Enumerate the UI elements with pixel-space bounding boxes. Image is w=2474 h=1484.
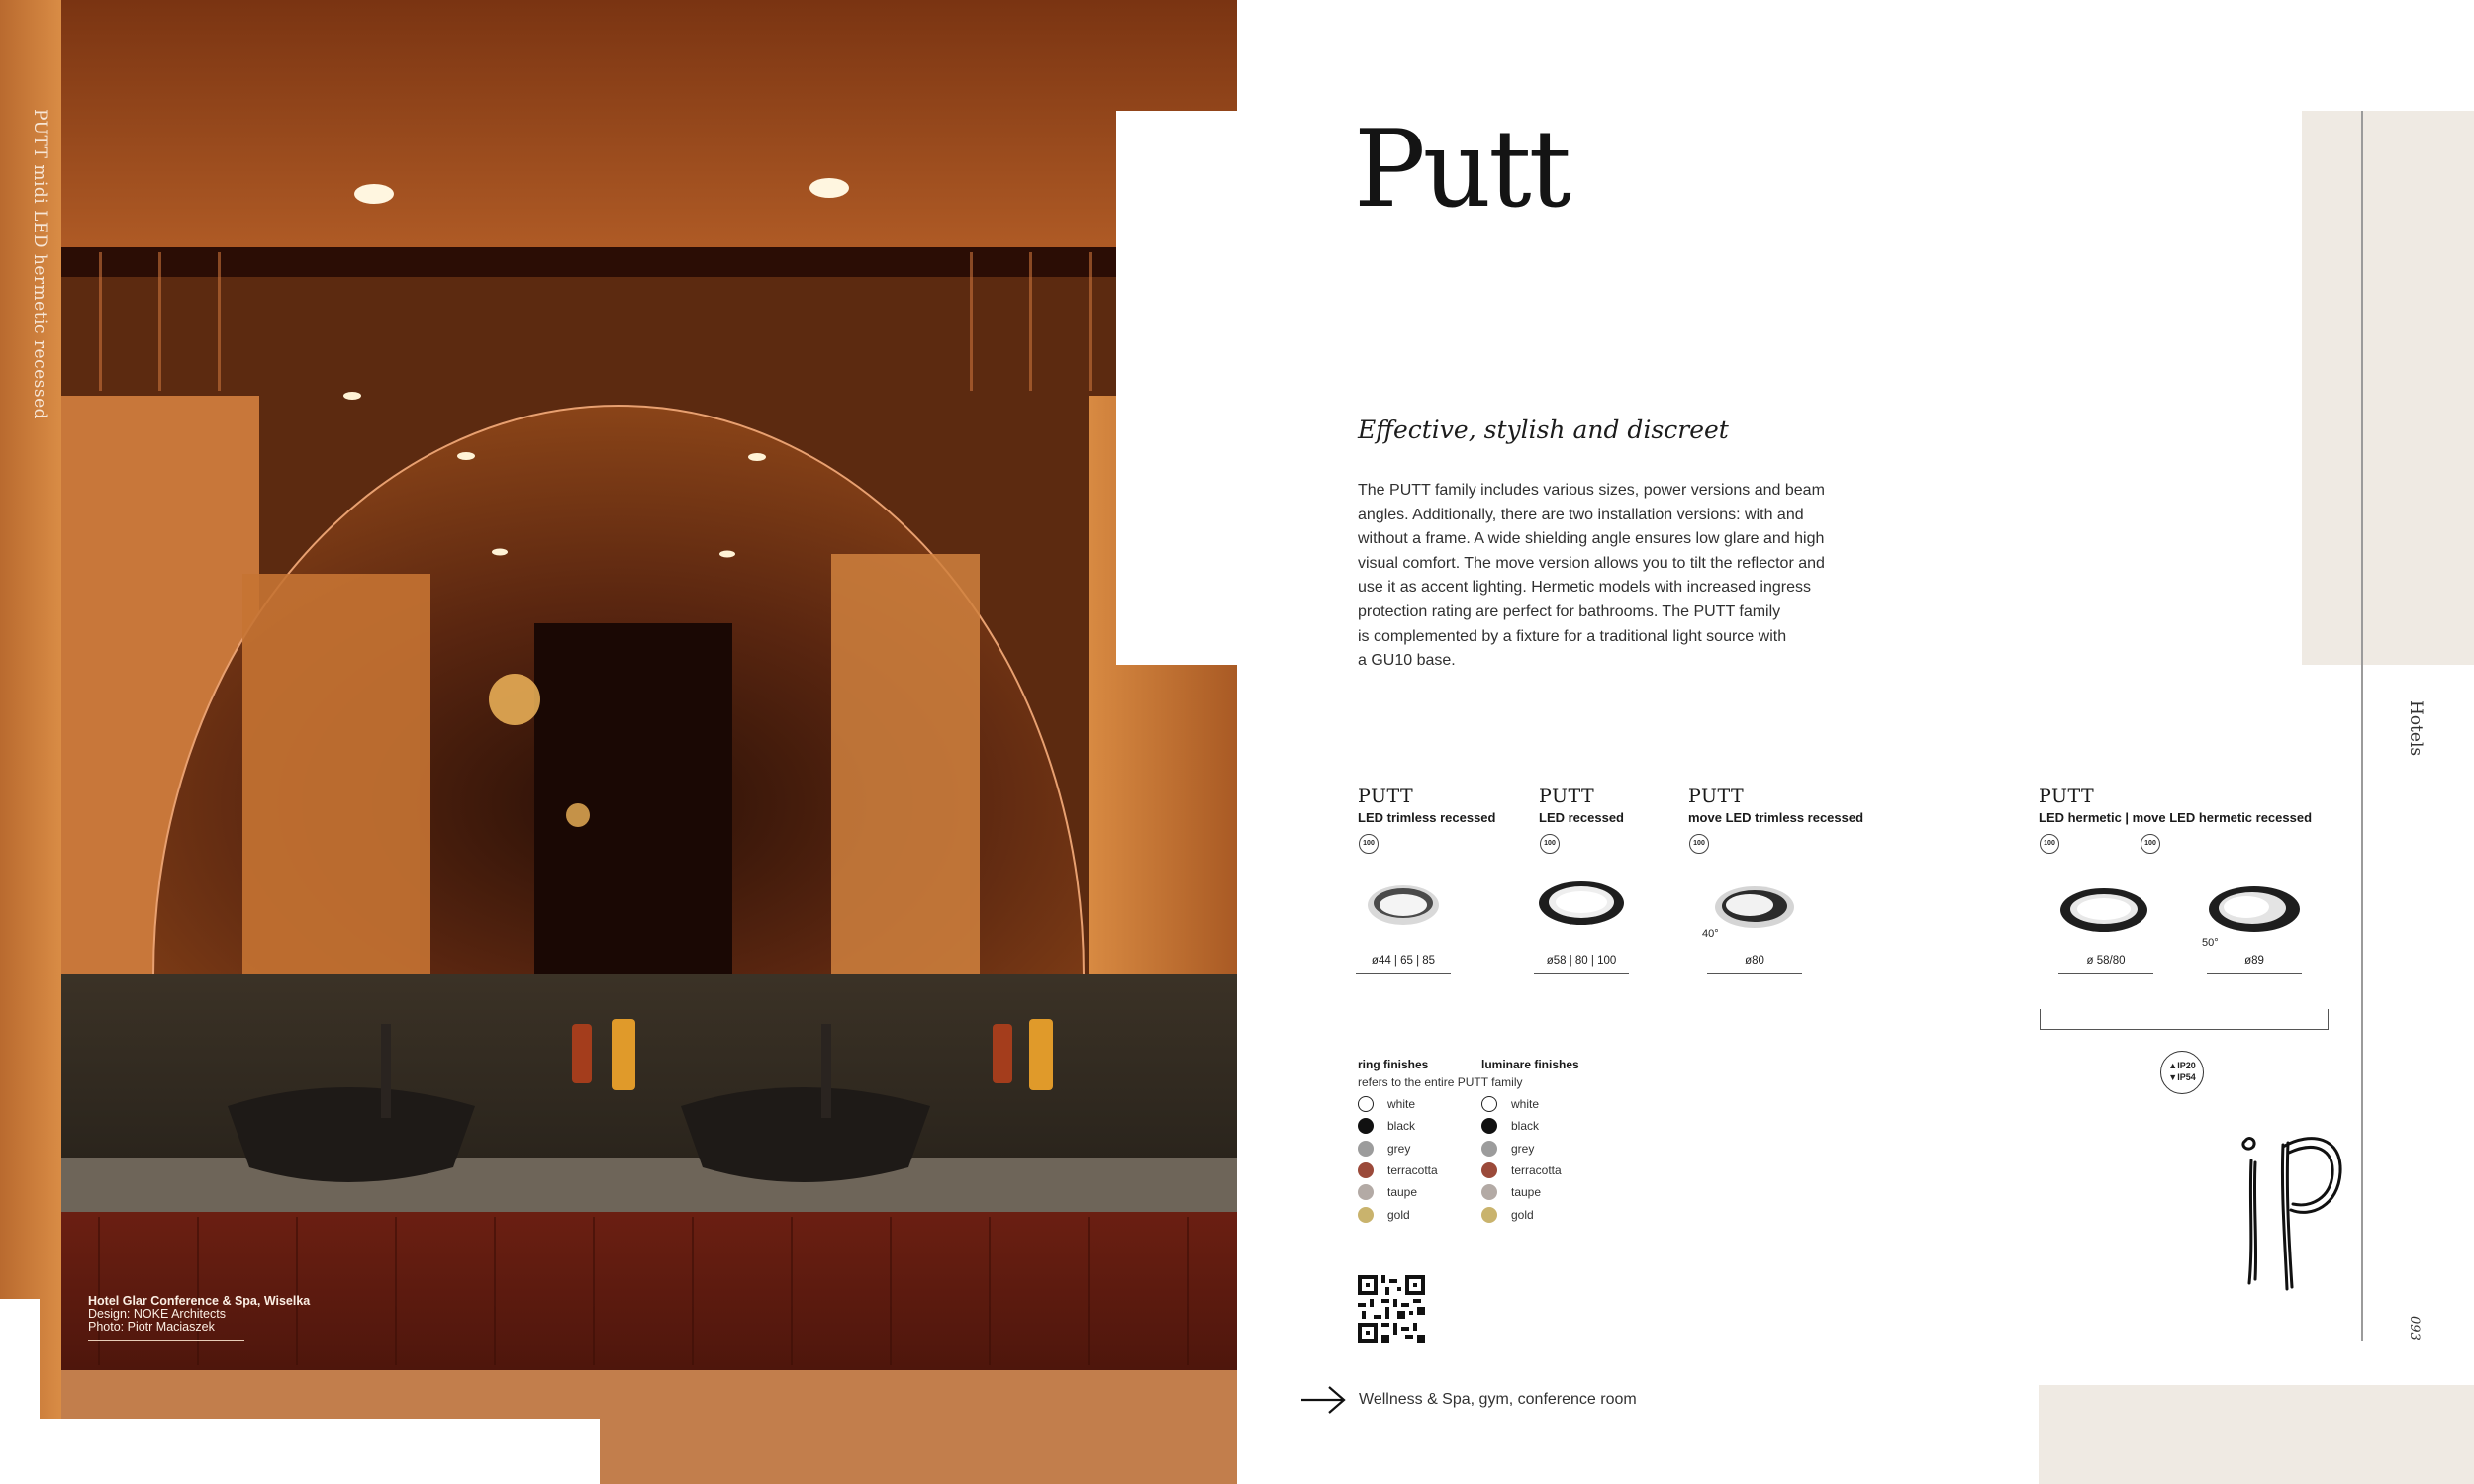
description-line: visual comfort. The move version allows you to tilt the reflector and (1358, 554, 1825, 572)
finish-label: white (1511, 1097, 1540, 1112)
product-led-hermetic (2039, 786, 2312, 825)
gold-swatch (1358, 1207, 1374, 1223)
lumen-badge: 100 (1540, 834, 1560, 854)
dimension-rule (2058, 973, 2153, 974)
vertical-product-title (22, 109, 81, 524)
finish-item (1481, 1093, 1562, 1115)
beige-panel-top (2302, 111, 2474, 665)
finish-item (1481, 1159, 1562, 1181)
description-text (1358, 479, 1872, 674)
description-line: The PUTT family includes various sizes, power versions and beam (1358, 482, 1825, 499)
product-led-trimless (1358, 786, 1495, 825)
white-swatch (1481, 1096, 1497, 1112)
ip-rating-badge (2160, 1051, 2204, 1094)
finish-label: black (1511, 1119, 1540, 1134)
finish-label: gold (1511, 1207, 1534, 1222)
terracotta-swatch (1481, 1162, 1497, 1178)
page-subtitle: Effective, stylish and discreet (1358, 416, 1729, 444)
product-led-recessed (1539, 786, 1624, 825)
ip-logo-icon (2232, 1123, 2360, 1301)
lumen-badge: 100 (1689, 834, 1709, 854)
taupe-swatch (1481, 1184, 1497, 1200)
tilt-angle: 40° (1702, 928, 1719, 940)
finish-item (1358, 1138, 1438, 1159)
page-title: Putt (1354, 108, 1570, 232)
qr-code-icon[interactable] (1358, 1275, 1425, 1343)
product-name: PUTT (1539, 786, 1595, 807)
description-line: without a frame. A wide shielding angle ensures low glare and high (1358, 530, 1825, 548)
tilt-angle: 50° (2202, 937, 2219, 949)
finish-label: grey (1387, 1141, 1411, 1156)
page-number (2402, 1316, 2431, 1355)
finish-label: terracotta (1511, 1163, 1562, 1178)
description-line: is complemented by a fixture for a traditional light source with (1358, 627, 1787, 645)
lamp-hermetic-move-icon (2207, 883, 2302, 935)
terracotta-swatch (1358, 1162, 1374, 1178)
ip-rating-top: ▲IP20 (2168, 1061, 2196, 1070)
page-number-text: 093 (2407, 1316, 2422, 1341)
finish-item (1358, 1093, 1438, 1115)
lamp-recessed-icon (1537, 879, 1626, 928)
product-name: PUTT (1358, 786, 1414, 807)
hermetic-bracket (2040, 1009, 2329, 1030)
product-dimensions: ø 58/80 (2086, 955, 2126, 967)
finish-item (1358, 1115, 1438, 1137)
finish-item (1358, 1203, 1438, 1225)
ring-finishes-list (1358, 1093, 1438, 1226)
finish-label: black (1387, 1119, 1416, 1134)
product-description: move LED trimless recessed (1688, 810, 1864, 825)
caption-rule (88, 1340, 244, 1341)
finish-item (1481, 1181, 1562, 1203)
finish-label: taupe (1387, 1185, 1418, 1200)
product-move-led-trimless (1688, 786, 1863, 825)
vertical-divider (2361, 111, 2363, 1341)
finish-item (1481, 1138, 1562, 1159)
luminaire-finishes-heading: luminare finishes (1481, 1058, 1579, 1071)
beige-panel-bottom (2039, 1385, 2474, 1484)
section-label-text: Hotels (2406, 700, 2426, 757)
finish-label: terracotta (1387, 1163, 1438, 1178)
product-description: LED recessed (1539, 810, 1624, 825)
product-description: LED hermetic | move LED hermetic recessed (2039, 810, 2313, 825)
grey-swatch (1481, 1141, 1497, 1157)
finish-label: grey (1511, 1141, 1535, 1156)
dimension-rule (1356, 973, 1451, 974)
finish-item (1481, 1203, 1562, 1225)
product-dimensions: ø89 (2244, 955, 2264, 967)
dimension-rule (1534, 973, 1629, 974)
black-swatch (1358, 1118, 1374, 1134)
description-line: a GU10 base. (1358, 652, 1456, 670)
description-line: use it as accent lighting. Hermetic models with increased ingress (1358, 579, 1811, 597)
finish-label: taupe (1511, 1185, 1542, 1200)
lumen-badge: 100 (1359, 834, 1379, 854)
finish-item (1358, 1159, 1438, 1181)
lamp-trimless-icon (1364, 881, 1443, 930)
caption-design: Design: NOKE Architects (88, 1307, 226, 1321)
product-name: PUTT (1688, 786, 1745, 807)
section-label (2402, 700, 2431, 799)
finish-item (1358, 1181, 1438, 1203)
lumen-badge: 100 (2040, 834, 2059, 854)
description-line: protection rating are perfect for bathrooms. The PUTT family (1358, 603, 1781, 620)
dimension-rule (1707, 973, 1802, 974)
product-description: LED trimless recessed (1358, 810, 1496, 825)
product-dimensions: ø80 (1745, 955, 1764, 967)
lumen-badge: 100 (2141, 834, 2160, 854)
black-swatch (1481, 1118, 1497, 1134)
gold-swatch (1481, 1207, 1497, 1223)
taupe-swatch (1358, 1184, 1374, 1200)
finish-item (1481, 1115, 1562, 1137)
caption-hotel: Hotel Glar Conference & Spa, Wiselka (88, 1294, 311, 1308)
application-row (1299, 1383, 1637, 1417)
application-text: Wellness & Spa, gym, conference room (1359, 1391, 1637, 1408)
finish-label: gold (1387, 1207, 1410, 1222)
arrow-right-icon (1299, 1383, 1347, 1417)
product-dimensions: ø44 | 65 | 85 (1371, 955, 1436, 967)
white-bottom-block (0, 1419, 600, 1484)
white-swatch (1358, 1096, 1374, 1112)
photo-caption (88, 1295, 310, 1341)
caption-photo: Photo: Piotr Maciaszek (88, 1320, 215, 1334)
product-dimensions: ø58 | 80 | 100 (1546, 955, 1617, 967)
luminaire-finishes-list (1481, 1093, 1562, 1226)
vertical-title-text: PUTT midi LED hermetic recessed (30, 109, 49, 420)
product-name: PUTT (2039, 786, 2095, 807)
description-line: angles. Additionally, there are two installation versions: with and (1358, 506, 1804, 523)
ring-finishes-heading: ring finishes (1358, 1058, 1429, 1071)
grey-swatch (1358, 1141, 1374, 1157)
dimension-rule (2207, 973, 2302, 974)
lamp-hermetic-icon (2058, 885, 2149, 935)
ip-rating-bottom: ▼IP54 (2168, 1072, 2196, 1082)
finishes-note: refers to the entire PUTT family (1358, 1075, 1523, 1089)
white-overlay-block (1116, 111, 1237, 665)
lamp-move-icon (1710, 882, 1799, 932)
finish-label: white (1387, 1097, 1416, 1112)
